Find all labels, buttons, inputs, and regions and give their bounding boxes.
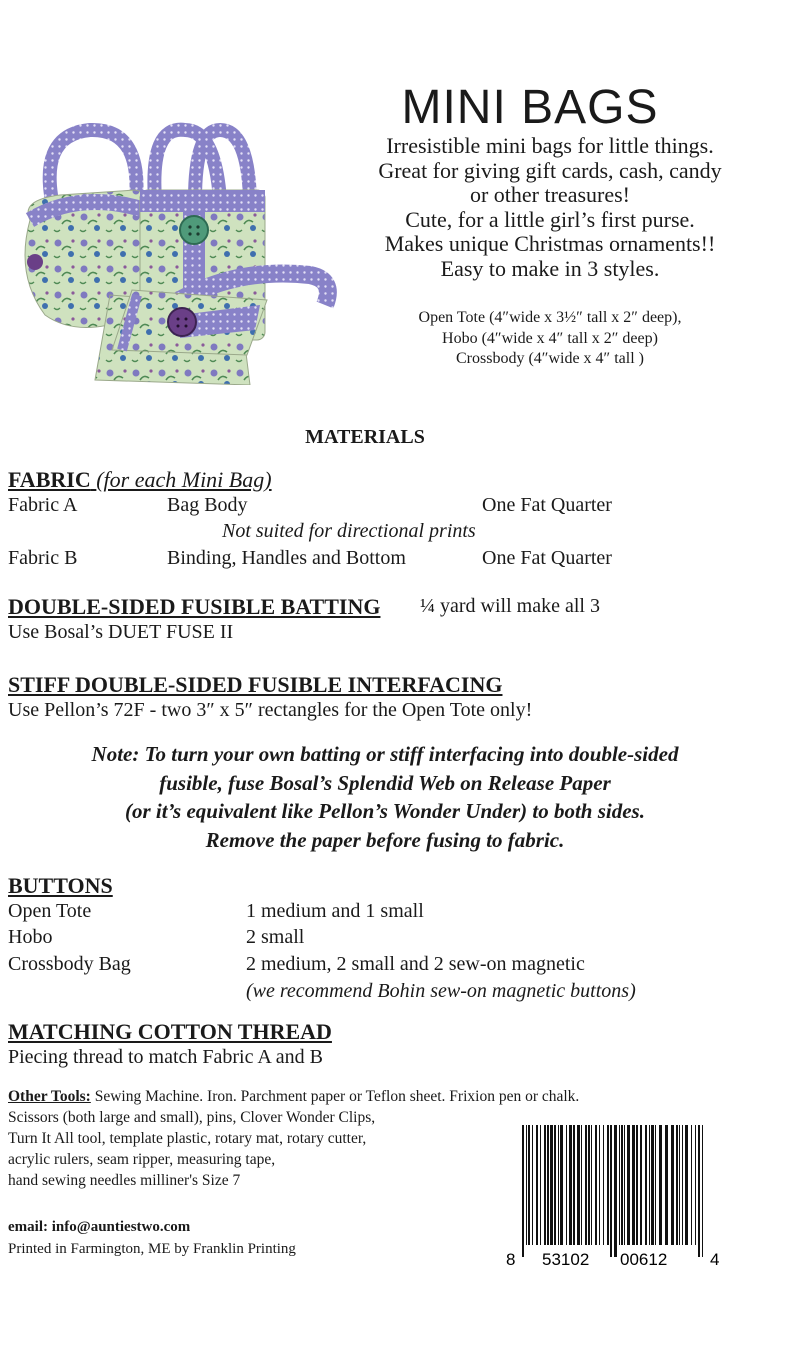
buttons-open-tote-value: 1 medium and 1 small xyxy=(246,900,424,922)
barcode-digits-left: 53102 xyxy=(542,1250,590,1269)
barcode-bar xyxy=(649,1125,650,1245)
barcode-bar xyxy=(595,1125,597,1245)
barcode-bar xyxy=(603,1125,604,1245)
batting-detail: Use Bosal’s DUET FUSE II xyxy=(8,621,234,643)
barcode-bar xyxy=(655,1125,656,1245)
note-line: (or it’s equivalent like Pellon’s Wonder Under) to both sides. xyxy=(125,799,645,823)
barcode-bar xyxy=(679,1125,680,1245)
interfacing-detail: Use Pellon’s 72F - two 3″ x 5″ rectangles for the Open Tote only! xyxy=(8,699,533,721)
fusible-note xyxy=(0,740,770,854)
buttons-heading: BUTTONS xyxy=(8,873,113,898)
barcode-digit-first: 8 xyxy=(506,1250,516,1269)
barcode-bar xyxy=(695,1125,696,1245)
batting-heading: DOUBLE-SIDED FUSIBLE BATTING xyxy=(8,594,381,619)
barcode-bar xyxy=(627,1125,630,1245)
barcode-bar xyxy=(554,1125,556,1245)
barcode-bar xyxy=(621,1125,623,1245)
barcode-bar xyxy=(665,1125,668,1245)
buttons-open-tote-name: Open Tote xyxy=(8,900,92,922)
barcode-bar xyxy=(550,1125,553,1245)
intro-line: Great for giving gift cards, cash, candy xyxy=(378,157,722,183)
barcode-bar xyxy=(651,1125,654,1245)
buttons-recommend: (we recommend Bohin sew-on magnetic buttons) xyxy=(246,980,636,1002)
printed-by: Printed in Farmington, ME by Franklin Printing xyxy=(8,1241,296,1257)
intro-line: Irresistible mini bags for little things. xyxy=(386,133,714,158)
intro-line: Cute, for a little girl’s first purse. xyxy=(405,206,695,232)
barcode-bar xyxy=(577,1125,580,1245)
barcode-bar xyxy=(528,1125,530,1245)
fabric-heading xyxy=(8,467,272,493)
barcode-bar xyxy=(671,1125,674,1245)
barcode-bar xyxy=(591,1125,592,1245)
fabric-a-name: Fabric A xyxy=(8,494,78,516)
fabric-note: Not suited for directional prints xyxy=(222,520,476,542)
barcode-bar xyxy=(624,1125,625,1245)
tools-line: Turn It All tool, template plastic, rotary mat, rotary cutter, xyxy=(8,1130,367,1147)
barcode-bar xyxy=(599,1125,600,1245)
barcode-bar xyxy=(640,1125,642,1245)
barcode-bar xyxy=(526,1125,527,1245)
barcode-bar xyxy=(547,1125,549,1245)
buttons-crossbody-value: 2 medium, 2 small and 2 sew-on magnetic xyxy=(246,953,585,975)
barcode-bar xyxy=(522,1125,524,1257)
barcode-bar xyxy=(544,1125,546,1245)
barcode-bar xyxy=(585,1125,587,1245)
materials-heading: MATERIALS xyxy=(305,426,425,448)
buttons-crossbody-name: Crossbody Bag xyxy=(8,953,131,975)
barcode-bar xyxy=(573,1125,575,1245)
barcode-bar xyxy=(685,1125,688,1245)
email-label: email: xyxy=(8,1219,48,1235)
thread-heading: MATCHING COTTON THREAD xyxy=(8,1019,332,1044)
barcode-bars xyxy=(522,1125,703,1257)
intro-line: Makes unique Christmas ornaments!! xyxy=(384,231,716,256)
barcode-bar xyxy=(698,1125,700,1257)
tools-line: hand sewing needles milliner's Size 7 xyxy=(8,1172,241,1189)
email-line xyxy=(8,1219,190,1236)
barcode-bar xyxy=(632,1125,635,1245)
barcode-bar xyxy=(676,1125,678,1245)
fabric-b-amount: One Fat Quarter xyxy=(482,547,612,569)
note-line: Remove the paper before fusing to fabric. xyxy=(205,827,565,852)
thread-detail: Piecing thread to match Fabric A and B xyxy=(8,1046,323,1068)
barcode-bar xyxy=(607,1125,609,1245)
barcode-bar xyxy=(659,1125,662,1245)
size-hobo: Hobo (4″wide x 4″ tall x 2″ deep) xyxy=(442,329,658,347)
barcode-bar xyxy=(610,1125,612,1257)
barcode-bar xyxy=(566,1125,567,1245)
barcode xyxy=(500,1125,725,1270)
page-title: MINI BAGS xyxy=(401,81,659,134)
barcode-bar xyxy=(636,1125,638,1245)
crossbody-bag xyxy=(95,290,267,385)
intro-line: Easy to make in 3 styles. xyxy=(440,255,660,281)
size-open-tote: Open Tote (4″wide x 3½″ tall x 2″ deep), xyxy=(418,309,682,326)
buttons-hobo-value: 2 small xyxy=(246,926,305,948)
barcode-bar xyxy=(532,1125,533,1245)
email-address[interactable]: info@auntiestwo.com xyxy=(47,1219,191,1235)
barcode-bar xyxy=(691,1125,692,1245)
tools-first-line xyxy=(8,1086,748,1107)
barcode-bar xyxy=(645,1125,647,1245)
barcode-digit-last: 4 xyxy=(710,1250,720,1269)
fabric-b-use: Binding, Handles and Bottom xyxy=(167,547,406,569)
barcode-bar xyxy=(588,1125,590,1245)
size-crossbody: Crossbody (4″wide x 4″ tall ) xyxy=(456,350,644,367)
barcode-bar xyxy=(702,1125,703,1257)
fabric-a-amount: One Fat Quarter xyxy=(482,494,612,516)
tools-line: Scissors (both large and small), pins, Clover Wonder Clips, xyxy=(8,1109,376,1126)
tools-line: acrylic rulers, seam ripper, measuring tape, xyxy=(8,1151,276,1168)
note-line: Note: To turn your own batting or stiff interfacing into double-sided xyxy=(91,742,679,766)
barcode-bar xyxy=(619,1125,620,1245)
barcode-bar xyxy=(581,1125,582,1245)
tools-label: Other Tools: xyxy=(8,1088,91,1105)
tools-first-text: Sewing Machine. Iron. Parchment paper or Teflon sheet. Frixion pen or chalk. xyxy=(90,1088,580,1105)
mini-bags-photo xyxy=(0,80,340,385)
fabric-a-use: Bag Body xyxy=(167,494,248,516)
fabric-b-name: Fabric B xyxy=(8,547,78,569)
barcode-digits-right: 00612 xyxy=(620,1250,668,1269)
barcode-bar xyxy=(558,1125,559,1245)
barcode-bar xyxy=(560,1125,563,1245)
buttons-hobo-name: Hobo xyxy=(8,926,53,948)
barcode-bar xyxy=(536,1125,538,1245)
fabric-heading-text: FABRIC xyxy=(8,467,91,492)
barcode-bar xyxy=(682,1125,683,1245)
fabric-heading-note: (for each Mini Bag) xyxy=(96,467,272,492)
batting-amount: ¼ yard will make all 3 xyxy=(420,595,600,617)
barcode-bar xyxy=(614,1125,617,1257)
intro-line: or other treasures! xyxy=(469,182,631,207)
note-line: fusible, fuse Bosal’s Splendid Web on Release Paper xyxy=(159,770,611,795)
intro-text xyxy=(340,134,760,281)
barcode-bar xyxy=(569,1125,572,1245)
interfacing-heading: STIFF DOUBLE-SIDED FUSIBLE INTERFACING xyxy=(8,672,503,697)
size-list xyxy=(340,308,760,370)
barcode-bar xyxy=(540,1125,541,1245)
